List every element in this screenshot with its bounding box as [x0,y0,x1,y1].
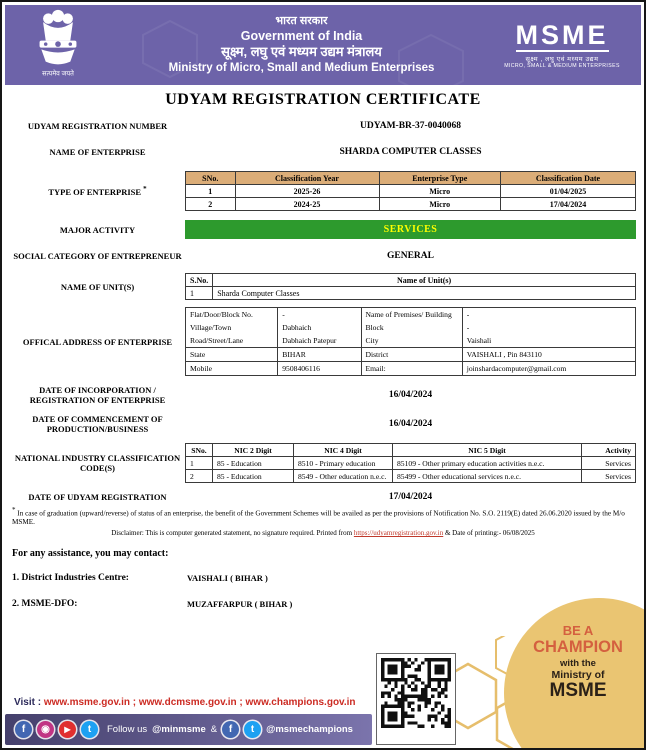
table-row: Village/Town Dabhaich Block - [186,321,636,334]
incorporation-date-value: 16/04/2024 [388,390,433,400]
msme-logo [493,19,641,69]
contact-dic [2,573,644,583]
visit-label: Visit : [14,697,42,708]
twitter-icon[interactable]: t [81,721,98,738]
classification-header-row [186,172,636,185]
col-nic-5digit: NIC 5 Digit [393,444,582,457]
contact-msme-dfo [2,599,644,609]
champion-line3: with the [560,658,596,670]
header-hindi-government: भारत सरकार [275,15,328,27]
champion-line2: CHAMPION [533,638,623,657]
units-table [185,273,636,300]
table-row: 1 Sharda Computer Classes [186,287,636,300]
champion-line5: MSME [549,680,607,702]
col-classification-date: Classification Date [501,172,636,185]
col-sno: SNo. [186,444,213,457]
udyam-date-row [2,492,644,502]
msme-dfo-label: 2. MSME-DFO: [12,599,78,610]
header-titles [110,15,493,75]
qr-code-frame [376,653,456,745]
india-state-emblem [5,9,110,81]
qr-code [381,658,451,728]
msme-dfo-value: MUZAFFARPUR ( BIHAR ) [187,599,293,610]
champion-line1: BE A [562,623,594,638]
address-row [2,307,644,376]
type-of-enterprise-label-text: TYPE OF ENTERPRISE [48,186,142,197]
units-row [2,273,644,300]
udyam-registration-link[interactable]: https://udyamregistration.gov.in [353,529,444,538]
facebook-icon[interactable]: f [15,721,32,738]
govt-header-banner [5,5,641,85]
table-row: 1 85 - Education 8510 - Primary education 85109 - Other primary education activities n.e.c. Services [186,457,636,470]
type-of-enterprise-asterisk: * [143,185,147,194]
emblem-motto: सत्यमेव जयते [41,70,74,78]
major-activity-row [2,220,644,239]
assistance-heading: For any assistance, you may contact: [12,548,169,560]
nic-table [185,443,636,483]
enterprise-name-value: SHARDA COMPUTER CLASSES [339,147,482,157]
dic-value: VAISHALI ( BIHAR ) [187,573,268,584]
udyam-date-value: 17/04/2024 [388,492,433,502]
col-nic-4digit: NIC 4 Digit [294,444,393,457]
graduation-footnote [2,506,644,527]
social-category-value: GENERAL [387,251,434,261]
youtube-icon[interactable]: ▶ [59,721,76,738]
nic-row [2,443,644,483]
nic-label: NATIONAL INDUSTRY CLASSIFICATION CODE(S) [14,453,181,473]
disclaimer [2,529,644,537]
facebook-icon[interactable]: f [222,721,239,738]
enterprise-name-label: NAME OF ENTERPRISE [49,147,146,157]
twitter-icon[interactable]: t [244,721,261,738]
header-hindi-ministry: सूक्ष्म, लघु एवं मध्यम उद्यम मंत्रालय [221,44,382,60]
table-row: Flat/Door/Block No. - Name of Premises/ Building - [186,308,636,322]
header-government: Government of India [240,28,363,43]
incorporation-date-row [2,385,644,405]
type-of-enterprise-label [10,185,185,197]
minmsme-handle: @minmsme [152,724,206,735]
registration-number-row [2,121,644,131]
enterprise-name-row [2,147,644,157]
msmechampions-handle: @msmechampions [266,724,353,735]
disclaimer-suffix: & Date of printing:- 06/08/2025 [443,529,535,538]
major-activity-value: SERVICES [185,220,636,239]
col-classification-year: Classification Year [235,172,379,185]
registration-number-value: UDYAM-BR-37-0040068 [360,121,461,131]
social-category-row [2,251,644,261]
footnote-text: In case of graduation (upward/reverse) of status of an enterprise, the benefit of the Government Schemes will be availed as per the provisions of Notification No. S.O. 2119(E) dated 26.06.2020 issued by the M/o MSME. [12,509,625,527]
disclaimer-prefix: Disclaimer: This is computer generated statement, no signature required. Printed from [111,529,354,538]
registration-number-label: UDYAM REGISTRATION NUMBER [27,121,168,131]
header-ministry: Ministry of Micro, Small and Medium Enterprises [168,61,435,74]
commencement-date-row [2,414,644,434]
footnote-marker: * [12,506,16,514]
table-row: 2 85 - Education 8549 - Other education n.e.c. 85499 - Other educational services n.e.c. Services [186,470,636,483]
units-header-row [186,274,636,287]
address-label: OFFICAL ADDRESS OF ENTERPRISE [22,336,173,347]
visit-urls[interactable]: www.msme.gov.in ; www.dcmsme.gov.in ; www.champions.gov.in [43,697,356,708]
units-label: NAME OF UNIT(S) [60,281,135,292]
dic-label: 1. District Industries Centre: [12,573,129,584]
social-category-label: SOCIAL CATEGORY OF ENTREPRENEUR [13,251,182,261]
address-table [185,307,636,376]
table-row: State BIHAR District VAISHALI , Pin 843110 [186,348,636,362]
incorporation-date-label: DATE OF INCORPORATION / REGISTRATION OF ENTERPRISE [29,385,166,405]
table-row: 1 2025-26 Micro 01/04/2025 [186,185,636,198]
commencement-date-value: 16/04/2024 [388,419,433,429]
table-row: Road/Street/Lane Dabhaich Patepur City Vaishali [186,334,636,348]
udyam-date-label: DATE OF UDYAM REGISTRATION [28,492,167,502]
type-of-enterprise-row [2,171,644,211]
certificate-title: UDYAM REGISTRATION CERTIFICATE [165,91,481,108]
champion-line4: Ministry of [551,669,605,682]
msme-logo-hindi: सूक्ष्म , लघु एवं मध्यम उद्यम [525,55,599,63]
msme-wordmark: MSME [515,19,609,50]
social-footer-bar [5,714,372,745]
major-activity-label: MAJOR ACTIVITY [59,224,136,235]
visit-links [14,697,356,708]
col-enterprise-type: Enterprise Type [379,172,501,185]
col-sno: S.No. [186,274,213,287]
instagram-icon[interactable]: ◉ [37,721,54,738]
col-activity: Activity [582,444,636,457]
col-nic-2digit: NIC 2 Digit [213,444,294,457]
table-row: 2 2024-25 Micro 17/04/2024 [186,198,636,211]
table-row: Mobile 9508406116 Email: joinshardacomputer@gmail.com [186,362,636,376]
commencement-date-label: DATE OF COMMENCEMENT OF PRODUCTION/BUSINESS [32,414,163,434]
ashoka-emblem-icon [31,9,85,81]
col-sno: SNo. [186,172,236,185]
follow-text: Follow us [107,724,148,735]
col-unit-name: Name of Unit(s) [213,274,636,287]
msme-logo-english: MICRO, SMALL & MEDIUM ENTERPRISES [504,62,620,69]
nic-header-row [186,444,636,457]
ampersand: & [210,724,218,735]
classification-table [185,171,636,211]
champion-badge [504,598,646,750]
